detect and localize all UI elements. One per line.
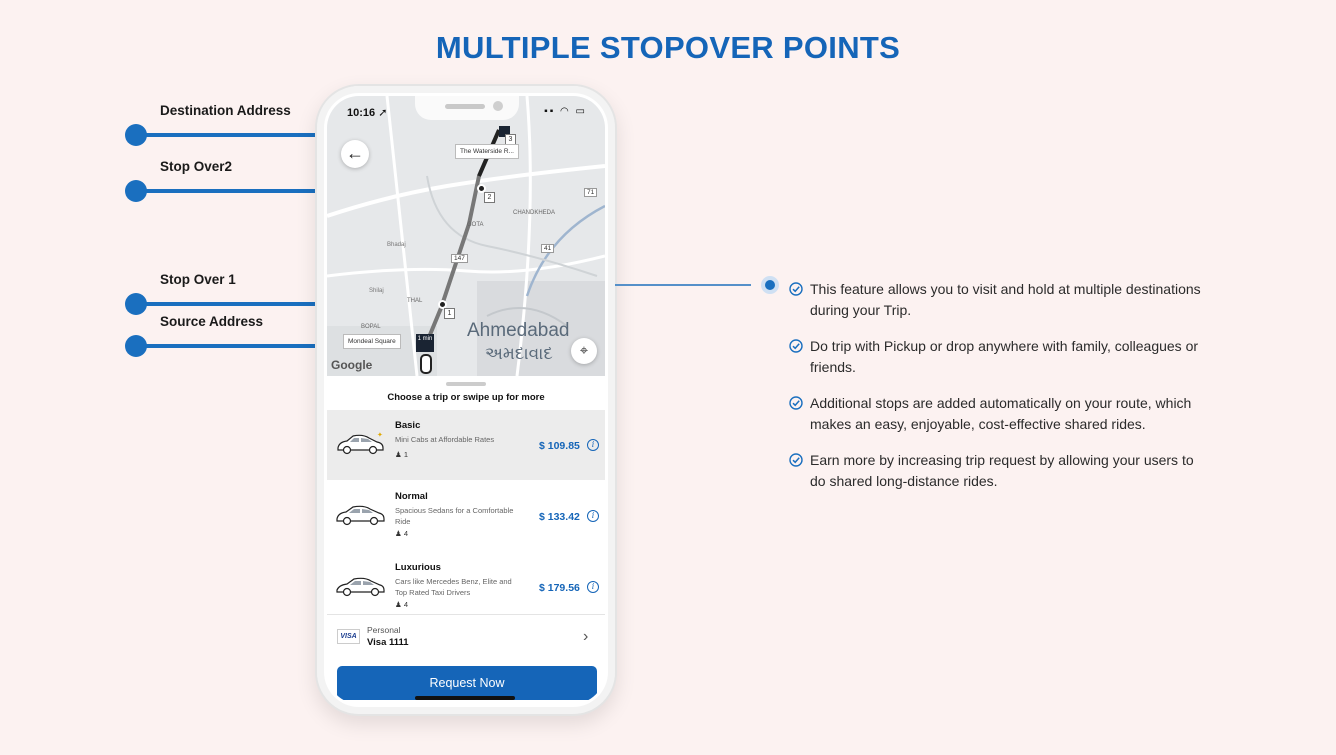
area-label: Shilaj xyxy=(369,288,384,294)
road-number: 147 xyxy=(451,254,468,263)
callout-label: Stop Over 1 xyxy=(160,272,236,287)
ride-seats xyxy=(395,450,408,459)
feature-item xyxy=(789,279,1209,321)
feature-item xyxy=(789,336,1209,378)
locate-me-icon[interactable]: ⌖ xyxy=(571,338,597,364)
feature-text: Additional stops are added automatically on your route, which makes an easy, enjoyable, cost-effective shared rides. xyxy=(810,395,1192,432)
road-number: 41 xyxy=(541,244,554,253)
feature-text: Do trip with Pickup or drop anywhere with family, colleagues or friends. xyxy=(810,338,1199,375)
ride-sheet xyxy=(327,376,605,704)
payment-method-row[interactable] xyxy=(327,614,605,660)
feature-text: This feature allows you to visit and hold at multiple destinations during your Trip. xyxy=(810,281,1201,318)
info-icon[interactable]: i xyxy=(587,510,599,522)
payment-value: Visa 1111 xyxy=(367,637,409,648)
connector-line xyxy=(615,284,751,286)
seat-count: 4 xyxy=(403,600,408,609)
source-eta-badge: 1 min xyxy=(416,334,434,352)
destination-tag: The Waterside R... xyxy=(455,144,519,159)
status-time: 10:16 ➚ xyxy=(347,107,388,119)
map-attribution: Google xyxy=(331,358,373,372)
source-tag: Mondeal Square xyxy=(343,334,401,349)
feature-item xyxy=(789,393,1209,435)
ride-description: Spacious Sedans for a Comfortable Ride xyxy=(395,506,514,526)
ride-description: Mini Cabs at Affordable Rates xyxy=(395,435,495,444)
area-label: THAL xyxy=(407,298,423,304)
info-icon[interactable]: i xyxy=(587,439,599,451)
feature-list xyxy=(789,279,1209,507)
svg-text:✦: ✦ xyxy=(377,432,383,439)
car-location-icon xyxy=(420,354,432,374)
seat-count: 1 xyxy=(403,450,408,459)
check-circle-icon xyxy=(789,339,803,353)
car-icon xyxy=(335,574,385,598)
ride-description: Cars like Mercedes Benz, Elite and Top Rated Taxi Drivers xyxy=(395,577,512,597)
phone-mockup xyxy=(315,84,617,716)
signal-wifi-battery-icon: ▪▪ ◠ ▭ xyxy=(544,106,587,117)
feature-item xyxy=(789,450,1209,492)
callout-label: Stop Over2 xyxy=(160,159,233,174)
home-indicator xyxy=(415,696,515,700)
ride-option-normal[interactable] xyxy=(327,481,605,551)
page-title: MULTIPLE STOPOVER POINTS xyxy=(435,30,901,65)
person-icon: ♟ xyxy=(395,450,404,459)
ride-price: $ 109.85 xyxy=(539,440,580,452)
info-icon[interactable]: i xyxy=(587,581,599,593)
status-bar xyxy=(327,104,605,122)
stop-number: 1 xyxy=(444,308,455,319)
area-label: Bhadaj xyxy=(387,242,406,248)
payment-label: Personal xyxy=(367,625,401,635)
area-label: BOPAL xyxy=(361,324,381,330)
ride-option-basic[interactable] xyxy=(327,410,605,480)
ride-option-luxurious[interactable] xyxy=(327,552,605,622)
callout-label: Destination Address xyxy=(160,103,291,118)
city-label-local: અમદાવાદ xyxy=(485,344,553,363)
phone-screen xyxy=(327,96,605,704)
ride-seats xyxy=(395,529,408,538)
callout-label: Source Address xyxy=(160,314,264,329)
seat-count: 4 xyxy=(403,529,408,538)
visa-card-icon: VISA xyxy=(337,629,360,644)
check-circle-icon xyxy=(789,396,803,410)
person-icon: ♟ xyxy=(395,529,404,538)
check-circle-icon xyxy=(789,453,803,467)
road-number: 71 xyxy=(584,188,597,197)
car-icon xyxy=(335,432,385,456)
request-now-button[interactable]: Request Now xyxy=(337,666,597,700)
ride-seats xyxy=(395,600,408,609)
feature-text: Earn more by increasing trip request by allowing your users to do shared long-distance rides. xyxy=(810,452,1194,489)
stop-number: 2 xyxy=(484,192,495,203)
chevron-right-icon: › xyxy=(583,628,589,645)
ride-price: $ 179.56 xyxy=(539,582,580,594)
ride-price: $ 133.42 xyxy=(539,511,580,523)
drag-handle[interactable] xyxy=(446,382,486,386)
person-icon: ♟ xyxy=(395,600,404,609)
check-circle-icon xyxy=(789,282,803,296)
route-map[interactable] xyxy=(327,96,605,376)
connector-dot xyxy=(761,276,779,294)
city-label: Ahmedabad xyxy=(467,320,570,341)
area-label: CHANDKHEDA xyxy=(513,210,556,216)
area-label: GOTA xyxy=(467,222,484,228)
back-arrow-icon[interactable]: ← xyxy=(341,140,369,168)
stop-number: 3 xyxy=(505,134,516,145)
ride-name: Luxurious xyxy=(395,562,441,573)
car-icon xyxy=(335,503,385,527)
ride-name: Normal xyxy=(395,491,428,502)
ride-name: Basic xyxy=(395,420,421,431)
sheet-title: Choose a trip or swipe up for more xyxy=(387,392,545,403)
